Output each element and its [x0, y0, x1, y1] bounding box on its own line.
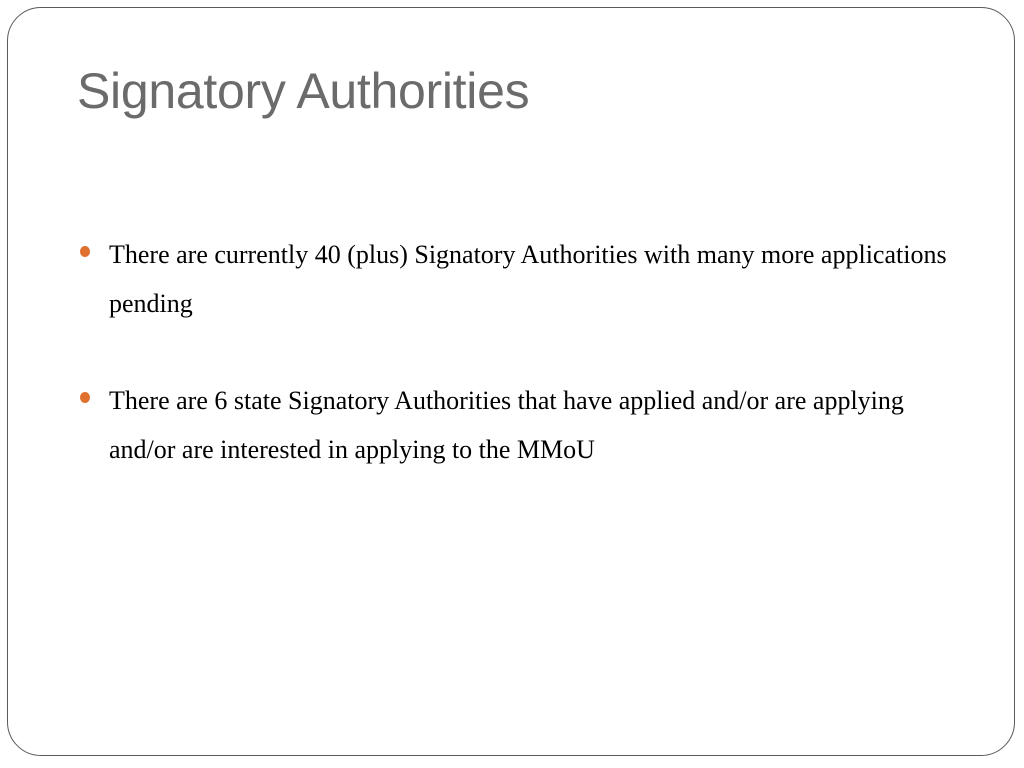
slide-frame — [7, 7, 1015, 756]
bullet-text: There are currently 40 (plus) Signatory Authorities with many more applications pending — [109, 240, 947, 318]
bullet-dot-icon — [80, 392, 90, 403]
bullet-list — [80, 230, 960, 522]
bullet-item — [80, 230, 960, 328]
slide-title: Signatory Authorities — [77, 63, 530, 119]
bullet-dot-icon — [80, 246, 90, 257]
bullet-text: There are 6 state Signatory Authorities that have applied and/or are applying and/or are interested in applying to the MMoU — [109, 386, 904, 464]
bullet-item — [80, 376, 960, 474]
